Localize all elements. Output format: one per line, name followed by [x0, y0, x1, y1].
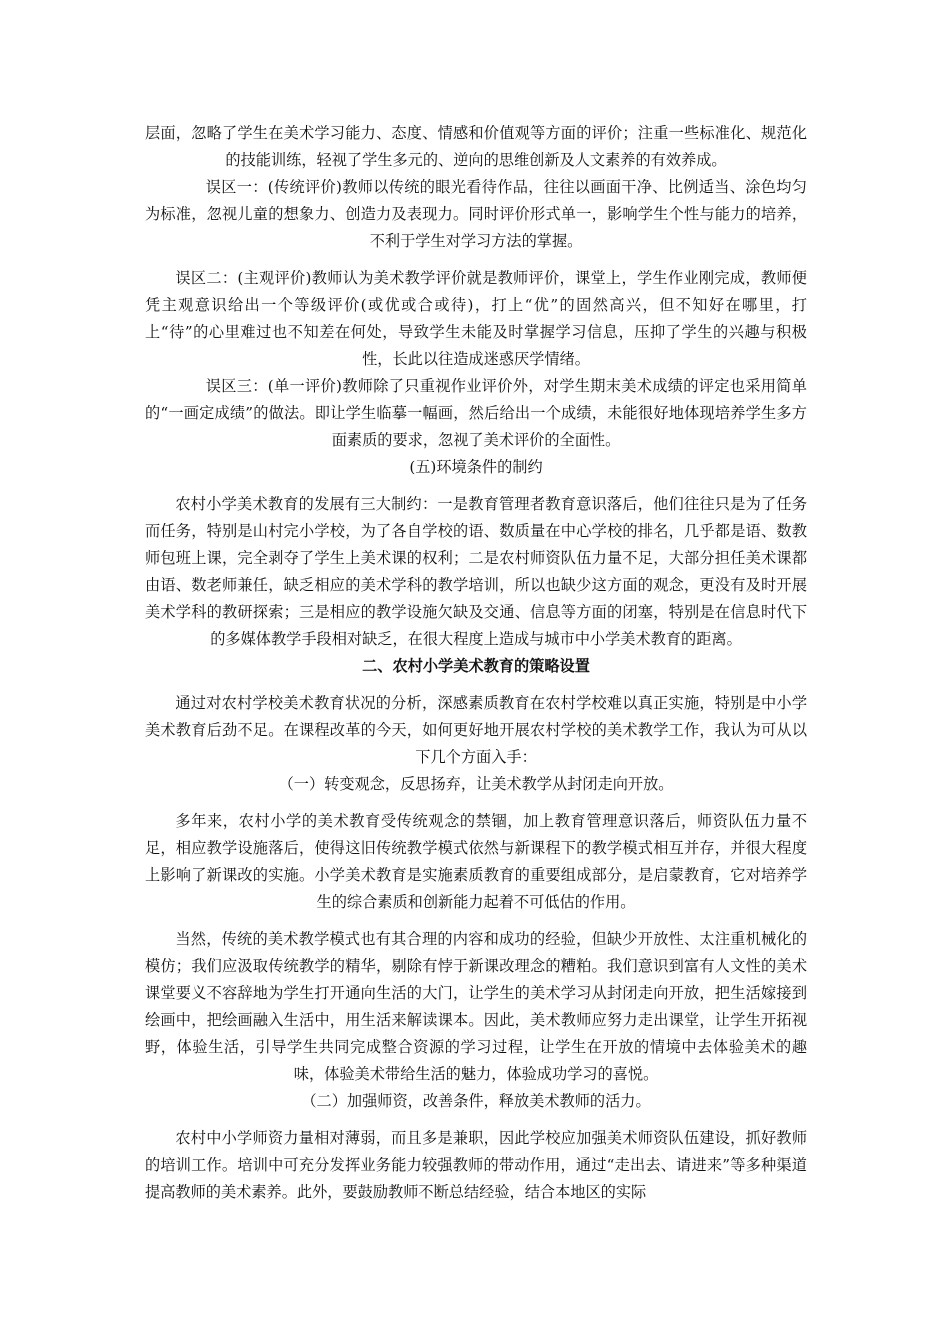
- chapter-heading-strategy: 二、农村小学美术教育的策略设置: [362, 657, 590, 675]
- section-heading-teacher-strength: （二）加强师资，改善条件，释放美术教师的活力。: [301, 1092, 651, 1110]
- paragraph-tradition-constraint: 多年来，农村小学的美术教育受传统观念的禁锢，加上教育管理意识落后，师资队伍力量不足，相应教学设施落后，使得这旧传统教学模式依然与新课程下的教学模式相互并存，并很大程度上影响了新课改的实施。小学美术教育是实施素质教育的重要组成部分，是启蒙教育，它对培养学生的综合素质和创新能力起着不可低估的作用。: [145, 812, 807, 911]
- section-heading-environment: (五)环境条件的制约: [409, 458, 543, 476]
- paragraph-misconception-one: 误区一：(传统评价)教师以传统的眼光看待作品，往往以画面干净、比例适当、涂色均匀为标准，忽视儿童的想象力、创造力及表现力。同时评价形式单一，影响学生个性与能力的培养，不利于学生对学习方法的掌握。: [145, 178, 807, 250]
- paragraph-evaluation-intro: 层面，忽略了学生在美术学习能力、态度、情感和价值观等方面的评价；注重一些标准化、规范化的技能训练，轻视了学生多元的、逆向的思维创新及人文素养的有效养成。: [145, 124, 807, 169]
- section-heading-change-concept: （一）转变观念，反思扬弃，让美术教学从封闭走向开放。: [278, 775, 674, 793]
- paragraph-environment-constraints: 农村小学美术教育的发展有三大制约：一是教育管理者教育意识落后，他们往往只是为了任务而任务，特别是山村完小学校，为了各自学校的语、数质量在中心学校的排名，几乎都是语、数教师包班上课，完全剥夺了学生上美术课的权利；二是农村师资队伍力量不足，大部分担任美术课都由语、数老师兼任，缺乏相应的美术学科的教学培训，所以也缺少这方面的观念，更没有及时开展美术学科的教研探索；三是相应的教学设施欠缺及交通、信息等方面的闭塞，特别是在信息时代下的多媒体教学手段相对缺乏，在很大程度上造成与城市中小学美术教育的距离。: [145, 495, 807, 648]
- paragraph-misconception-two: 误区二：(主观评价)教师认为美术教学评价就是教师评价，课堂上，学生作业刚完成，教师便凭主观意识给出一个等级评价(或优或合或待)，打上“优”的固然高兴，但不知好在哪里，打上“待”的心里难过也不知差在何处，导致学生未能及时掌握学习信息，压抑了学生的兴趣与积极性，长此以往造成迷惑厌学情绪。: [145, 269, 807, 368]
- document-page: [145, 120, 807, 1206]
- paragraph-strategy-intro: 通过对农村学校美术教育状况的分析，深感素质教育在农村学校难以真正实施，特别是中小学美术教育后劲不足。在课程改革的今天，如何更好地开展农村学校的美术教学工作，我认为可从以下几个方面入手：: [145, 694, 807, 766]
- paragraph-teacher-training: 农村中小学师资力量相对薄弱，而且多是兼职，因此学校应加强美术师资队伍建设，抓好教师的培训工作。培训中可充分发挥业务能力较强教师的带动作用，通过“走出去、请进来”等多种渠道提高教师的美术素养。此外，要鼓励教师不断总结经验，结合本地区的实际: [145, 1129, 807, 1201]
- paragraph-misconception-three: 误区三：(单一评价)教师除了只重视作业评价外，对学生期末美术成绩的评定也采用简单的“一画定成绩”的做法。即让学生临摹一幅画，然后给出一个成绩，未能很好地体现培养学生多方面素质的要求，忽视了美术评价的全面性。: [145, 377, 807, 449]
- paragraph-open-teaching: 当然，传统的美术教学模式也有其合理的内容和成功的经验，但缺少开放性、太注重机械化的模仿；我们应汲取传统教学的精华，剔除有悖于新课改理念的糟粕。我们意识到富有人文性的美术课堂要义不容辞地为学生打开通向生活的大门，让学生的美术学习从封闭走向开放，把生活嫁接到绘画中，把绘画融入生活中，用生活来解读课本。因此，美术教师应努力走出课堂，让学生开拓视野，体验生活，引导学生共同完成整合资源的学习过程，让学生在开放的情境中去体验美术的趣味，体验美术带给生活的魅力，体验成功学习的喜悦。: [145, 930, 807, 1083]
